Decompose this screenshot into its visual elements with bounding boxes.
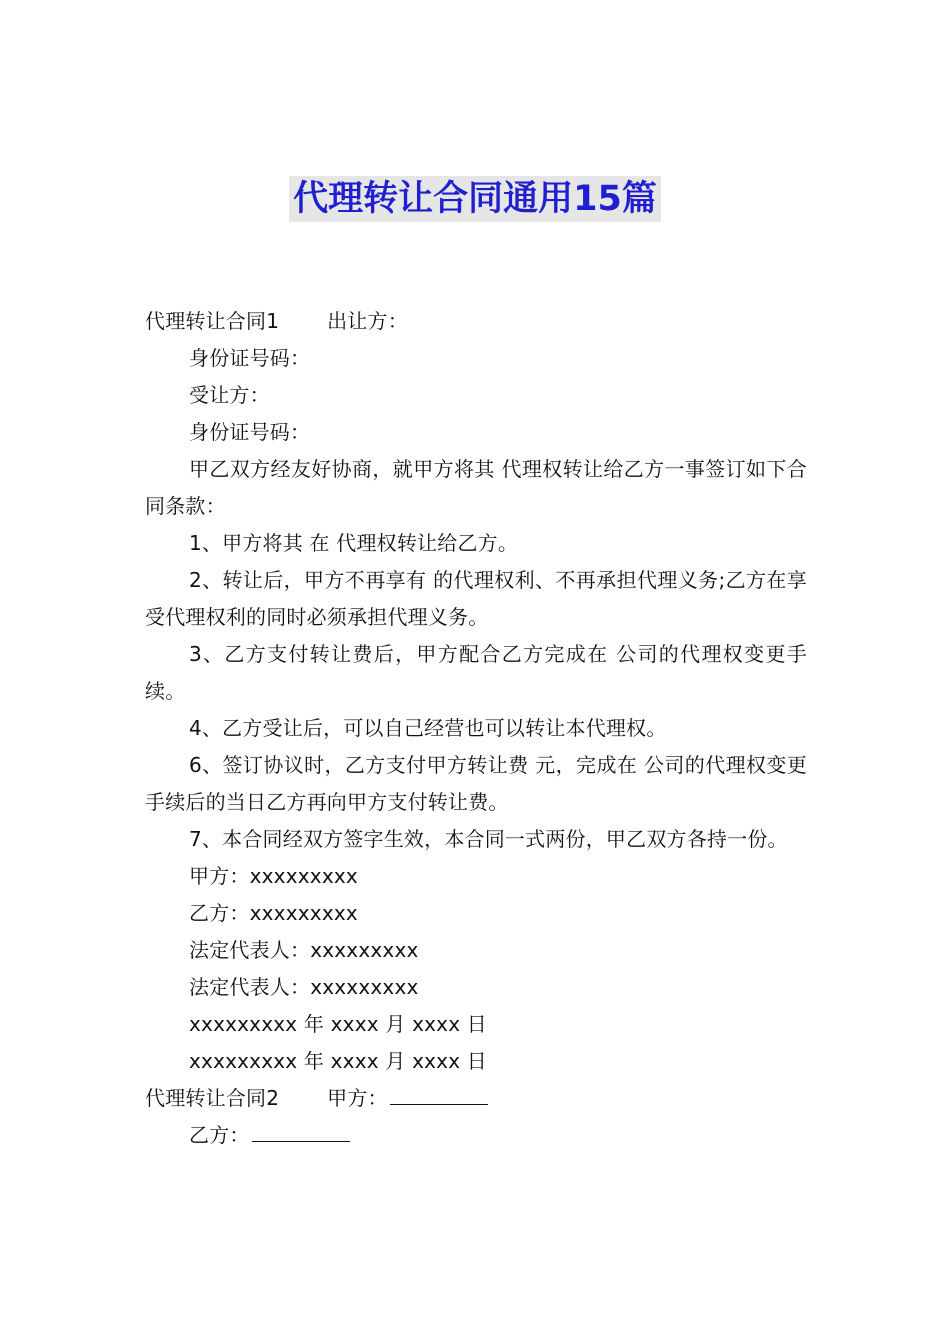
rep-b-line: 法定代表人：xxxxxxxxx — [189, 975, 419, 999]
seller-label: 出让方： — [327, 309, 408, 333]
rep-a-line: 法定代表人：xxxxxxxxx — [189, 938, 419, 962]
title-container — [0, 176, 950, 222]
clause-2: 2、转让后，甲方不再享有 的代理权利、不再承担代理义务;乙方在享受代理权利的同时必须承担代理义务。 — [145, 568, 807, 629]
buyer-id-line: 身份证号码： — [189, 420, 311, 444]
seller-id-line: 身份证号码： — [189, 346, 311, 370]
contract2-heading-line — [145, 1080, 807, 1117]
party-a-line: 甲方：xxxxxxxxx — [189, 864, 358, 888]
party-b-blank-field — [252, 1119, 350, 1142]
clause-7: 7、本合同经双方签字生效，本合同一式两份，甲乙双方各持一份。 — [189, 827, 788, 851]
contract2-party-a-label: 甲方： — [327, 1086, 388, 1110]
contract1-heading-line — [145, 303, 807, 340]
clause-1: 1、甲方将其 在 代理权转让给乙方。 — [189, 531, 519, 555]
date-a-line: xxxxxxxxx 年 xxxx 月 xxxx 日 — [189, 1012, 487, 1036]
clause-6: 6、签订协议时，乙方支付甲方转让费 元，完成在 公司的代理权变更手续后的当日乙方再向甲方支付转让费。 — [145, 753, 807, 814]
buyer-line: 受让方： — [189, 383, 270, 407]
contract2-party-b-line — [145, 1117, 807, 1154]
document-title: 代理转让合同通用15篇 — [289, 176, 661, 222]
intro-paragraph: 甲乙双方经友好协商，就甲方将其 代理权转让给乙方一事签订如下合同条款： — [145, 457, 807, 518]
party-a-blank-field — [390, 1082, 488, 1105]
clause-4: 4、乙方受让后，可以自己经营也可以转让本代理权。 — [189, 716, 667, 740]
clause-3: 3、乙方支付转让费后，甲方配合乙方完成在 公司的代理权变更手续。 — [145, 642, 807, 703]
contract2-party-b-label: 乙方： — [189, 1123, 250, 1147]
party-b-line: 乙方：xxxxxxxxx — [189, 901, 358, 925]
contract2-heading: 代理转让合同2 — [145, 1086, 280, 1110]
date-b-line: xxxxxxxxx 年 xxxx 月 xxxx 日 — [189, 1049, 487, 1073]
contract1-heading: 代理转让合同1 — [145, 309, 280, 333]
document-body — [145, 303, 807, 1154]
